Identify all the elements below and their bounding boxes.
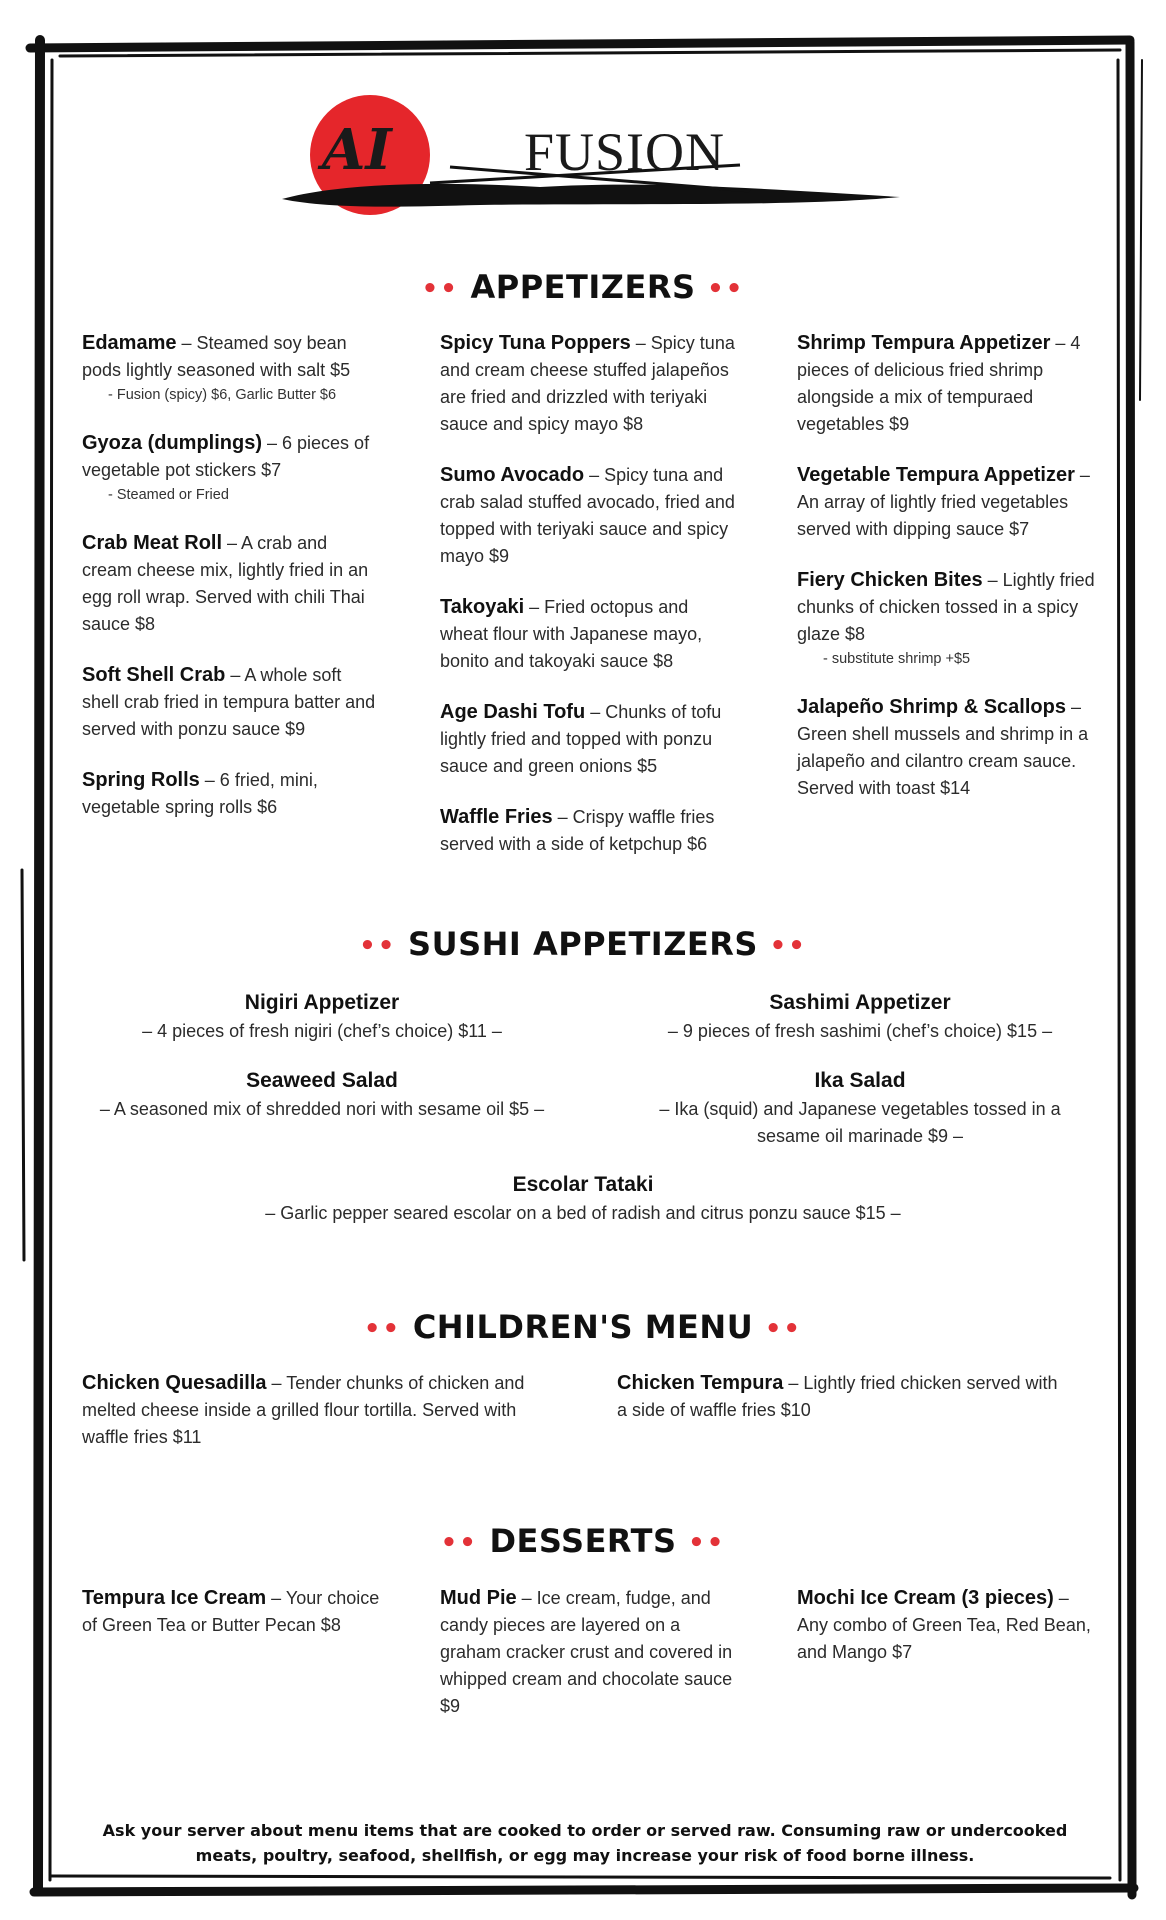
menu-item: Spicy Tuna Poppers – Spicy tuna and cream cheese stuffed jalapeños are fried and drizzled with teriyaki sauce and spicy mayo $8	[440, 332, 735, 434]
section-title-appetizers: •• APPETIZERS ••	[421, 268, 745, 306]
sushi-item: Sashimi Appetizer – 9 pieces of fresh sashimi (chef’s choice) $15 –	[667, 991, 1053, 1041]
menu-item: Soft Shell Crab – A whole soft shell crab fried in tempura batter and served with ponzu sauce $9	[82, 664, 376, 739]
logo-wordmark: FUSION	[524, 122, 726, 182]
desserts-column-2	[440, 1585, 740, 1744]
menu-item: Takoyaki – Fried octopus and wheat flour with Japanese mayo, bonito and takoyaki sauce $8	[440, 596, 703, 671]
menu-item: Jalapeño Shrimp & Scallops – Green shell mussels and shrimp in a jalapeño and cilantro cream sauce. Served with toast $14	[797, 696, 1089, 798]
logo-mark: AI	[322, 117, 392, 183]
menu-item: Shrimp Tempura Appetizer – 4 pieces of delicious fried shrimp alongside a mix of tempuraed vegetables $9	[797, 332, 1081, 434]
food-safety-notice: Ask your server about menu items that are cooked to order or served raw. Consuming raw or undercooked meats, poultry, seafood, shellfish, or egg may increase your risk of food borne illness.	[102, 1821, 1068, 1865]
menu-item: Spring Rolls – 6 fried, mini, vegetable spring rolls $6	[82, 769, 318, 817]
menu-item: Sumo Avocado – Spicy tuna and crab salad stuffed avocado, fried and topped with teriyaki sauce and spicy mayo $9	[440, 464, 735, 566]
menu-item: Age Dashi Tofu – Chunks of tofu lightly fried and topped with ponzu sauce and green onions $5	[440, 701, 722, 776]
appetizers-column-2	[440, 330, 740, 882]
sushi-item: Seaweed Salad – A seasoned mix of shredded nori with sesame oil $5 –	[99, 1069, 545, 1119]
desserts-column-1	[82, 1585, 382, 1663]
section-title-sushi-appetizers: •• SUSHI APPETIZERS ••	[359, 925, 807, 963]
appetizers-column-1	[82, 330, 382, 845]
appetizers-column-3	[797, 330, 1097, 826]
desserts-column-3	[797, 1585, 1097, 1690]
childrens-column-2	[617, 1370, 1067, 1448]
menu-item: Chicken Quesadilla – Tender chunks of chicken and melted cheese inside a grilled flour tortilla. Served with waffle fries $11	[82, 1372, 525, 1447]
menu-item: Mud Pie – Ice cream, fudge, and candy pieces are layered on a graham cracker crust and covered in whipped cream and chocolate sauce $9	[440, 1587, 733, 1716]
childrens-column-1	[82, 1370, 542, 1475]
menu-item: Gyoza (dumplings) – 6 pieces of vegetable pot stickers $7 - Steamed or Fried	[82, 432, 370, 503]
section-title-childrens-menu: •• CHILDREN'S MENU ••	[363, 1308, 803, 1346]
menu-item: Mochi Ice Cream (3 pieces) – Any combo of Green Tea, Red Bean, and Mango $7	[797, 1587, 1091, 1662]
menu-item: Tempura Ice Cream – Your choice of Green Tea or Butter Pecan $8	[82, 1587, 380, 1635]
section-title-desserts: •• DESSERTS ••	[440, 1522, 726, 1560]
menu-item: Edamame – Steamed soy bean pods lightly seasoned with salt $5 - Fusion (spicy) $6, Garlic Butter $6	[82, 332, 351, 403]
menu-item: Vegetable Tempura Appetizer – An array of lightly fried vegetables served with dipping sauce $7	[797, 464, 1090, 539]
menu-item: Waffle Fries – Crispy waffle fries served with a side of ketpchup $6	[440, 806, 715, 854]
sushi-item: Ika Salad – Ika (squid) and Japanese vegetables tossed in a sesame oil marinade $9 –	[659, 1069, 1061, 1146]
menu-item: Crab Meat Roll – A crab and cream cheese mix, lightly fried in an egg roll wrap. Served with chili Thai sauce $8	[82, 532, 369, 634]
restaurant-logo	[280, 95, 900, 215]
sushi-item: Escolar Tataki – Garlic pepper seared escolar on a bed of radish and citrus ponzu sauce $15 –	[265, 1173, 901, 1223]
sushi-item: Nigiri Appetizer – 4 pieces of fresh nigiri (chef’s choice) $11 –	[142, 991, 502, 1041]
menu-item: Fiery Chicken Bites – Lightly fried chunks of chicken tossed in a spicy glaze $8 - substitute shrimp +$5	[797, 569, 1095, 667]
brush-stroke-icon	[282, 184, 900, 207]
menu-item: Chicken Tempura – Lightly fried chicken served with a side of waffle fries $10	[617, 1372, 1058, 1420]
